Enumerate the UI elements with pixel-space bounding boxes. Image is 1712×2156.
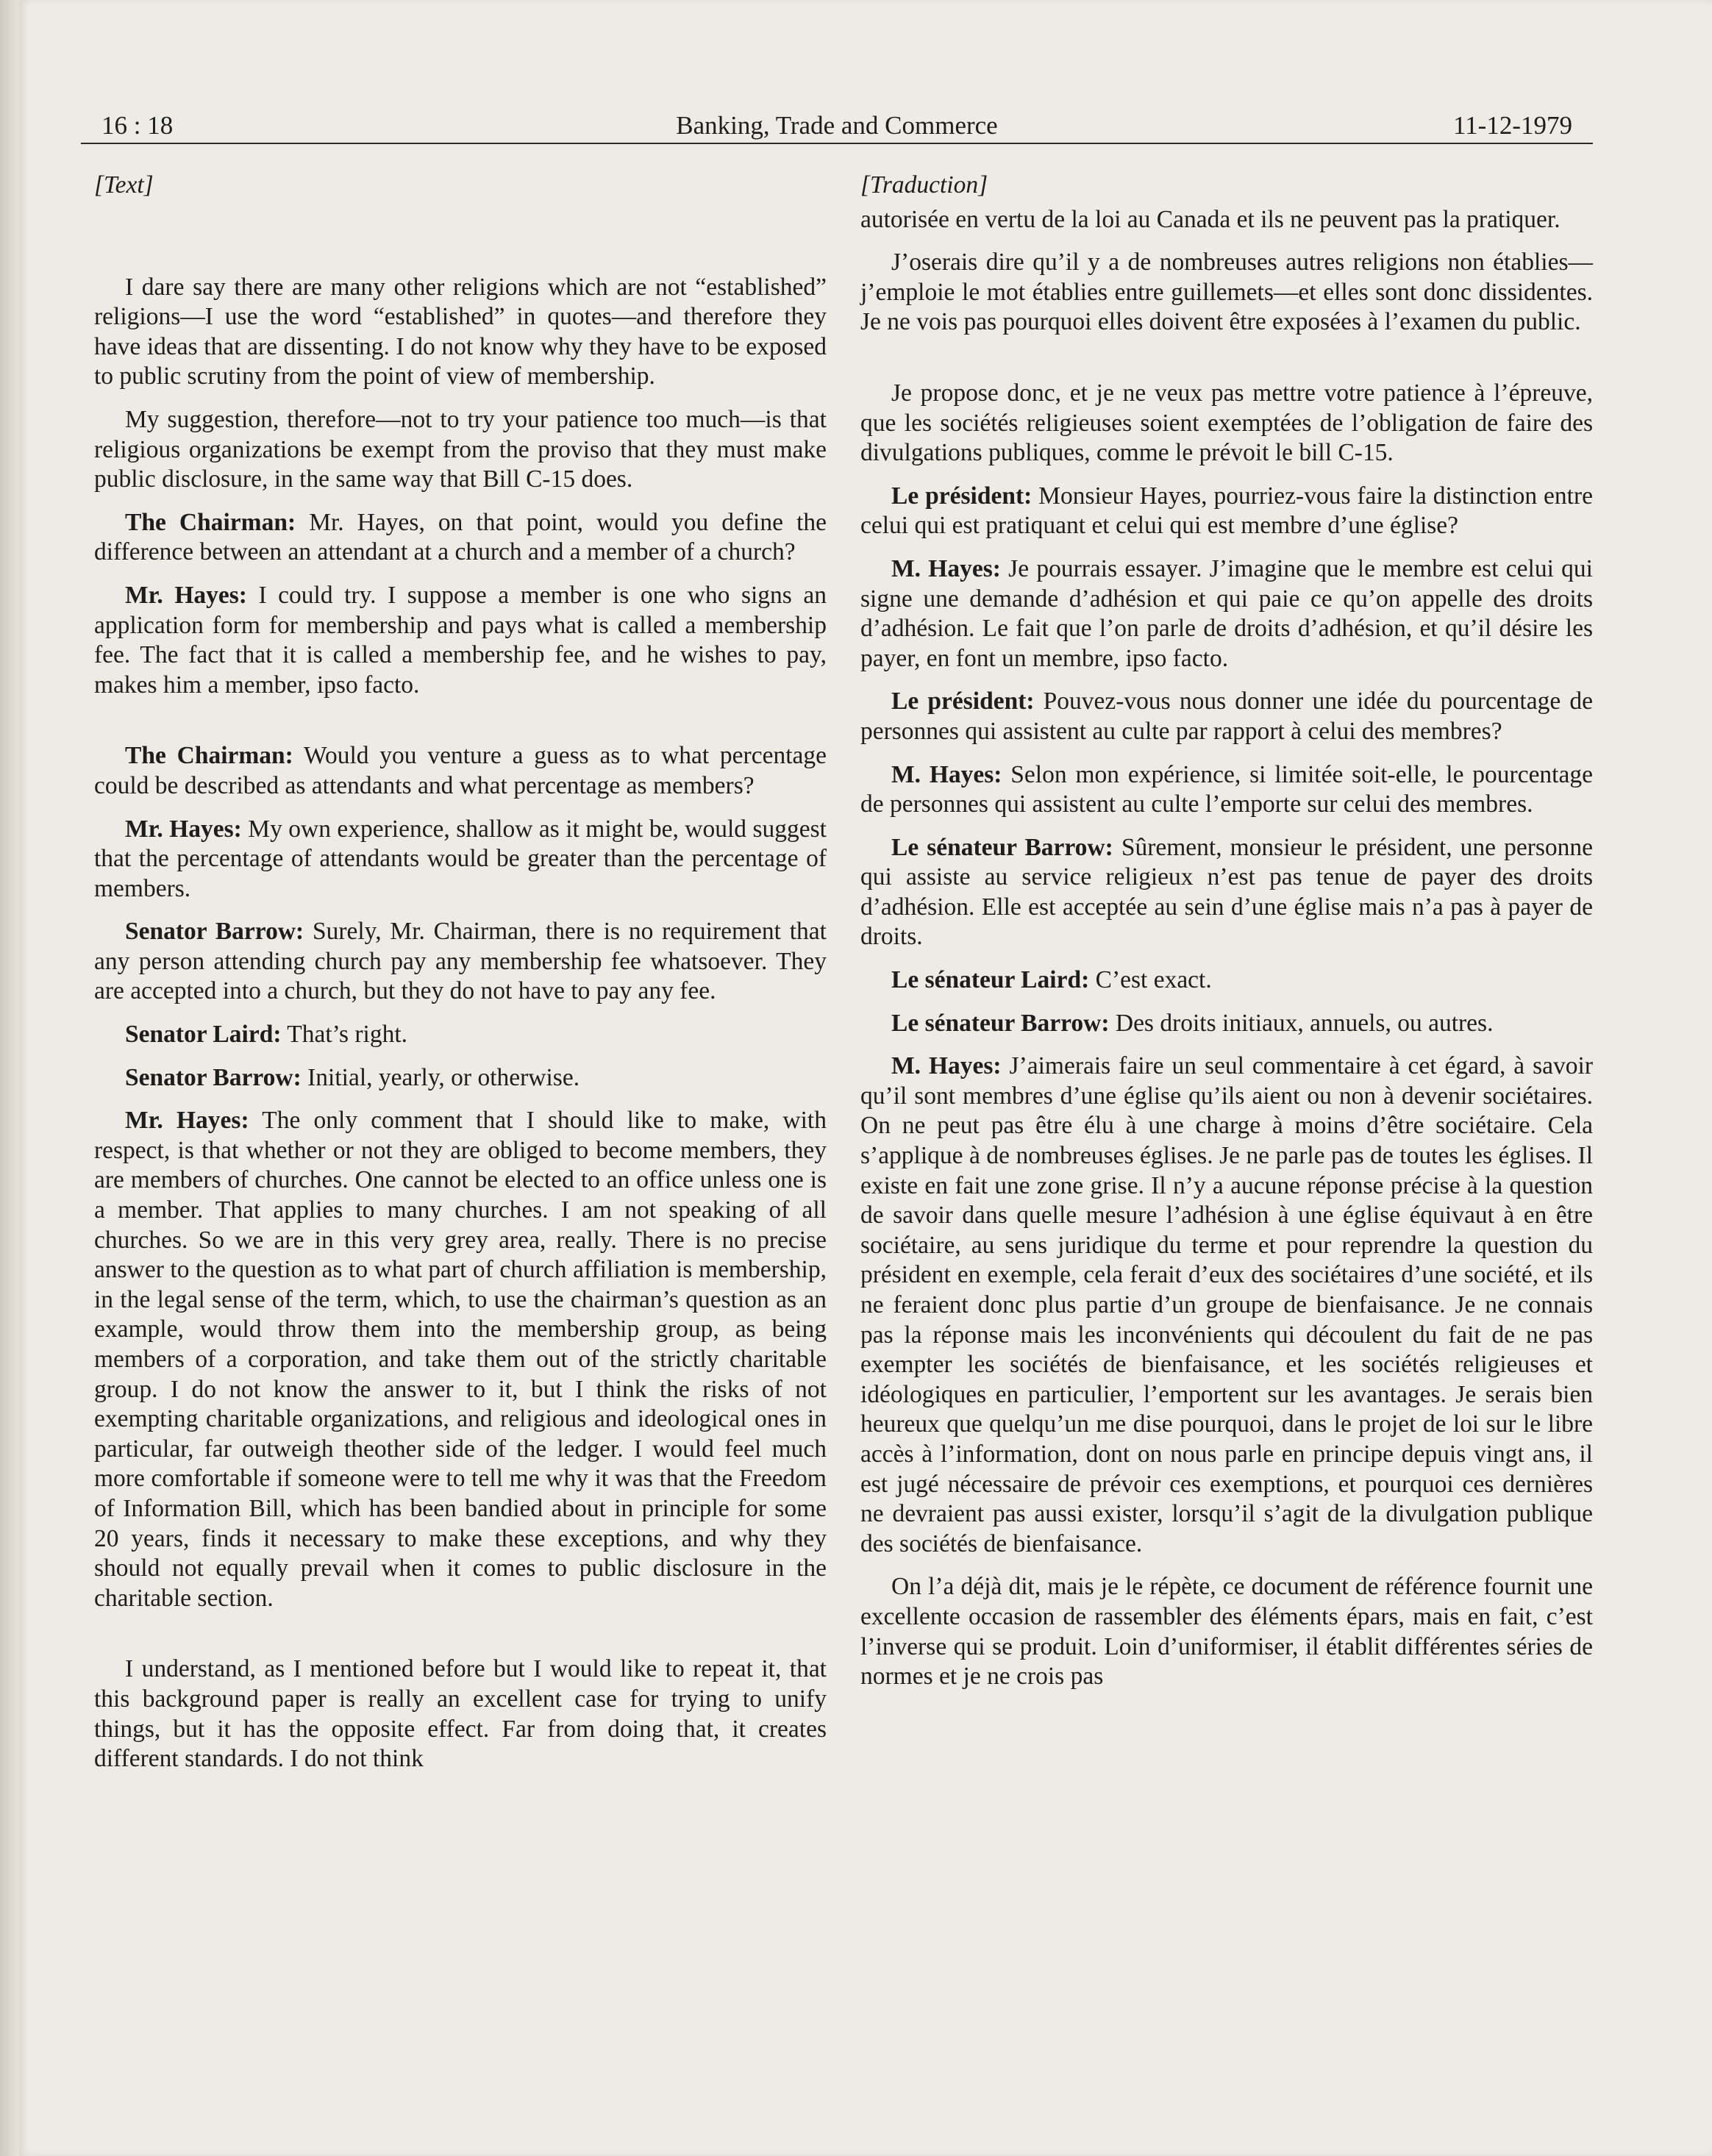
paragraph: Le sénateur Barrow: Sûrement, monsieur le président, une personne qui assiste au service religieux n’est pas tenue de payer des droits d’adhésion. Elle est acceptée au sein d’une église mais n’a pas à payer de droits. — [860, 833, 1594, 951]
page-binding — [0, 0, 19, 2156]
paragraph: The Chairman: Mr. Hayes, on that point, would you define the difference between an attendant at a church and a member of a church? — [94, 508, 827, 566]
paragraph: The Chairman: Would you venture a guess as to what percentage could be described as attendants and what percentage as members? — [94, 742, 827, 799]
speaker-name: M. Hayes: — [891, 1052, 1002, 1080]
paragraph: M. Hayes: J’aimerais faire un seul commentaire à cet égard, à savoir qu’il sont membres d’une église qu’ils aient ou non à devenir sociétaires. On ne peut pas être élu à une charge à moins d’être sociétaire. Cela s’applique à de nombreuses églises. Je ne parle pas de toutes les églises. Il existe en fait une zone grise. Il n’y a aucune réponse précise à la question de savoir dans quelle mesure l’adhésion à une église équivaut à en être sociétaire, au sens juridique du terme et pour reprendre la question du président en exemple, cela ferait d’eux des sociétaires d’une société, et ils ne feraient donc plus partie d’un groupe de bienfaisance. Je ne connais pas la réponse mais les inconvénients qui découlent du fait de ne pas exempter les sociétés de bienfaisance, et les sociétés religieuses et idéologiques en particulier, l’emportent sur les avantages. Je serais bien heureux que quelqu’un me dise pourquoi, dans le projet de loi sur le libre accès à l’information, dont on nous parle en principe depuis vingt ans, il est jugé nécessaire de prévoir ces exemptions, et pourquoi ces dernières ne devraient pas aussi exister, lorsqu’il s’agit de la divulgation publique des sociétés de bienfaisance. — [860, 1052, 1593, 1557]
speaker-name: Senator Barrow: — [125, 918, 304, 946]
paragraph: Mr. Hayes: The only comment that I should like to make, with respect, is that whether or not they are obliged to become members, they are members of churches. One cannot be elected to an office unless one is a member. That applies to many churches. I am not speaking of all churches. So we are in this very grey area, really. There is no precise answer to the question as to what part of church affiliation is membership, in the legal sense of the term, which, to use the chairman’s question as an example, would throw them into the membership group, as being members of a corporation, and take them out of the strictly charitable group. I do not know the answer to it, but I think the risks of not exempting charitable organizations, and religious and ideological ones in particular, far outweigh theother side of the ledger. I would feel much more comfortable if someone were to tell me why it was that the Freedom of Information Bill, which has been bandied about in principle for some 20 years, finds it necessary to make these exceptions, and why they should not equally prevail when it comes to public disclosure in the charitable section. — [94, 1107, 827, 1612]
paragraph: Le président: Monsieur Hayes, pourriez-vous faire la distinction entre celui qui est pratiquant et celui qui est membre d’une église? — [860, 482, 1593, 540]
paragraph: On l’a déjà dit, mais je le répète, ce document de référence fournit une excellente occasion de rassembler des éléments épars, mais en fait, c’est l’inverse qui se produit. Loin d’uniformiser, il établit différentes séries de normes et je ne crois pas — [860, 1573, 1593, 1691]
speaker-name: Mr. Hayes: — [125, 815, 242, 843]
header-title: Banking, Trade and Commerce — [676, 111, 998, 140]
paragraph: M. Hayes: Selon mon expérience, si limitée soit-elle, le pourcentage de personnes qui assistent au culte l’emporte sur celui des membres. — [860, 760, 1593, 818]
speaker-name: Mr. Hayes: — [125, 581, 247, 609]
paragraph: Mr. Hayes: I could try. I suppose a member is one who signs an application form for membership and pays what is called a membership fee. The fact that it is called a membership fee, and he wishes to pay, makes him a member, ipso facto. — [94, 581, 827, 699]
speaker-name: The Chairman: — [125, 508, 296, 536]
speaker-name: Le président: — [891, 482, 1032, 510]
column-tag: [Traduction] — [860, 171, 988, 199]
speaker-name: The Chairman: — [125, 742, 293, 770]
paragraph: Je propose donc, et je ne veux pas mettre votre patience à l’épreuve, que les sociétés religieuses soient exemptées de l’obligation de faire des divulgations publiques, comme le prévoit le bill C-15. — [860, 379, 1593, 467]
speaker-name: Senator Laird: — [125, 1021, 282, 1049]
paragraph: Senator Laird: That’s right. — [125, 1021, 408, 1049]
speaker-name: Le président: — [891, 688, 1035, 715]
speaker-name: Mr. Hayes: — [125, 1107, 249, 1135]
page-number: 16 : 18 — [101, 111, 174, 140]
column-tag-word: Traduction — [870, 171, 979, 199]
paragraph: Mr. Hayes: My own experience, shallow as it might be, would suggest that the percentage of attendants would be greater than the percentage of members. — [94, 815, 827, 902]
paragraph: autorisée en vertu de la loi au Canada et ils ne peuvent pas la pratiquer. — [860, 205, 1561, 233]
paragraph: Senator Barrow: Surely, Mr. Chairman, there is no requirement that any person attending church pay any membership fee whatsoever. They are accepted into a church, but they do not have to pay any fee. — [94, 918, 827, 1005]
paragraph: Senator Barrow: Initial, yearly, or otherwise. — [125, 1063, 580, 1091]
paragraph: Le président: Pouvez-vous nous donner une idée du pourcentage de personnes qui assistent au culte par rapport à celui des membres? — [860, 688, 1593, 745]
speaker-name: Le sénateur Laird: — [891, 966, 1090, 994]
speaker-name: Senator Barrow: — [125, 1063, 302, 1091]
speaker-name: M. Hayes: — [891, 760, 1002, 788]
paragraph: M. Hayes: Je pourrais essayer. J’imagine que le membre est celui qui signe une demande d’adhésion et qui paie ce qu’on appelle des droits d’adhésion. Le fait que l’on parle de droits d’adhésion, et qu’il désire les payer, en font un membre, ipso facto. — [860, 554, 1593, 672]
paragraph: I dare say there are many other religions which are not “established” religions—I use the word “established” in quotes—and therefore they have ideas that are dissenting. I do not know why they have to be exposed to public scrutiny from the point of view of membership. — [94, 273, 827, 390]
english-column — [94, 171, 827, 1774]
speaker-name: Le sénateur Barrow: — [891, 1009, 1110, 1037]
paragraph: I understand, as I mentioned before but I would like to repeat it, that this background paper is really an excellent case for trying to unify things, but it has the opposite effect. Far from doing that, it creates different standards. I do not think — [94, 1655, 827, 1773]
paragraph: Le sénateur Laird: C’est exact. — [891, 966, 1212, 994]
speaker-name: M. Hayes: — [891, 554, 1001, 582]
french-column — [860, 171, 1593, 1692]
header-date: 11-12-1979 — [1452, 111, 1572, 140]
paragraph: J’oserais dire qu’il y a de nombreuses autres religions non établies—j’emploie le mot établies entre guillemets—et elles sont donc dissidentes. Je ne vois pas pourquoi elles doivent être exposées à l’examen du public. — [860, 249, 1593, 336]
paragraph: Le sénateur Barrow: Des droits initiaux, annuels, ou autres. — [891, 1009, 1494, 1037]
running-header — [81, 109, 1593, 144]
speaker-name: Le sénateur Barrow: — [891, 833, 1113, 861]
column-tag-word: Text — [104, 171, 144, 199]
column-tag: [Text] — [94, 171, 154, 199]
paragraph: My suggestion, therefore—not to try your patience too much—is that religious organizations be exempt from the proviso that they must make public disclosure, in the same way that Bill C-15 does. — [94, 405, 827, 493]
